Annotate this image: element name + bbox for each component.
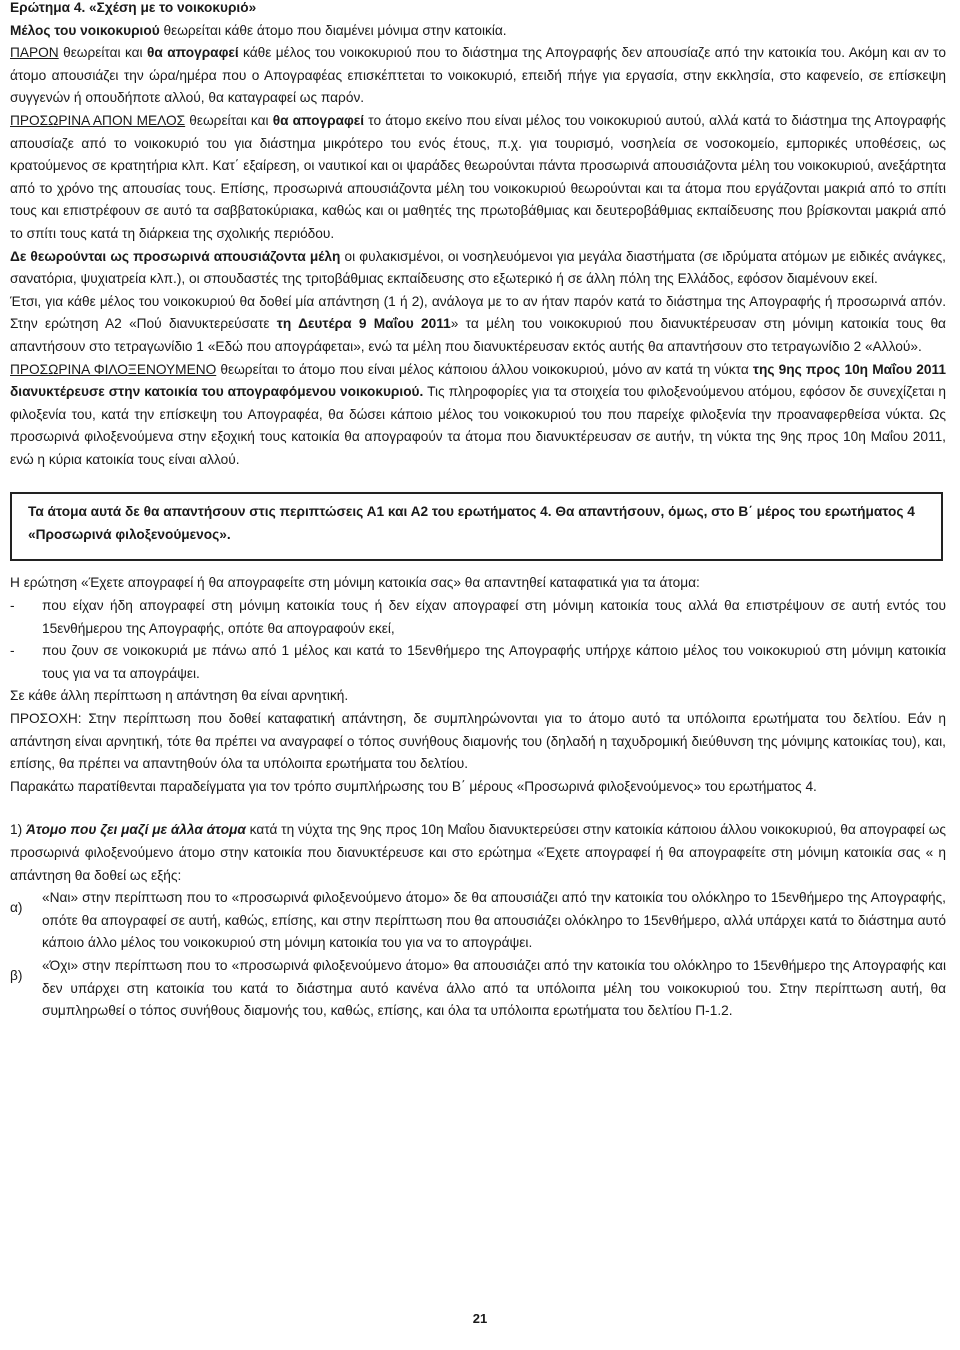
temp-absent-bold: θα απογραφεί bbox=[272, 112, 365, 128]
term-temp-guest: ΠΡΟΣΩΡΙΝΑ ΦΙΛΟΞΕΝΟΥΜΕΝΟ bbox=[10, 361, 217, 377]
paragraph-examples-intro: Παρακάτω παρατίθενται παραδείγματα για τον τρόπο συμπλήρωσης του Β΄ μέρους «Προσωρινά φιλοξενούμενος» του ερωτήματος 4. bbox=[10, 778, 817, 794]
example-bold: Άτομο που ζει μαζί με άλλα άτομα bbox=[25, 822, 246, 838]
paragraph-temp-absent bbox=[10, 110, 946, 246]
answer-rule-bold: τη Δευτέρα 9 Μαΐου 2011 bbox=[276, 316, 451, 332]
term-member: Μέλος του νοικοκυριού bbox=[10, 22, 160, 38]
paragraph-negative: Σε κάθε άλλη περίπτωση η απάντηση θα είναι αρνητική. bbox=[10, 688, 349, 704]
list-item bbox=[10, 887, 946, 955]
example-number: 1) bbox=[10, 822, 26, 838]
answer-rule-text-2: » τα μέλη του νοικοκυριού που διανυκτέρευσαν στη μόνιμη κατοικία τους θα απαντήσουν στο τετραγωνίδιο 1 «Εδώ που απογράφεται», ενώ τα μέλη που διανυκτέρευσαν εκτός αυτής θα απαντήσουν στο τετραγωνίδιο 2 «Αλλού». bbox=[10, 316, 946, 354]
present-text-2: κάθε μέλος του νοικοκυριού που το διάστημα της Απογραφής δεν απουσίαζε από την κατοικία του. Ακόμη και αν το άτομο απουσιάζει την ώρα/ημέρα που ο Απογραφέας επισκέπτεται το νοικοκυριό, επειδή πήγε για εργασία, στην εκκλησία, στο καφενείο, σε επίσκεψη συγγενών ή οπουδήποτε αλλού, θα καταγραφεί ως παρόν. bbox=[10, 45, 947, 106]
list-item bbox=[10, 640, 946, 685]
dash-marker: - bbox=[10, 643, 15, 659]
list-item-text: που είχαν ήδη απογραφεί στη μόνιμη κατοικία τους ή δεν είχαν απογραφεί στη μόνιμη κατοικία τους αλλά θα επιστρέψουν σε αυτή εντός του 15ενθήμερου της Απογραφής, οπότε θα απογραφούν εκεί, bbox=[42, 598, 946, 636]
paragraph-member bbox=[10, 20, 946, 43]
temp-absent-text-1: θεωρείται και bbox=[185, 112, 273, 128]
temp-guest-bold: της 9ης προς 10η Μαΐου 2011 διανυκτέρευσε στην κατοικία του απογραφόμενου νοικοκυριού. bbox=[10, 361, 946, 400]
paragraph-answer-rule bbox=[10, 291, 946, 359]
list-marker: β) bbox=[10, 967, 23, 983]
paragraph-present bbox=[10, 42, 946, 110]
paragraph-attention: ΠΡΟΣΟΧΗ: Στην περίπτωση που δοθεί καταφατική απάντηση, δε συμπληρώνονται για το άτομο αυτό τα υπόλοιπα ερωτήματα του δελτίου. Εάν η απάντηση είναι αρνητική, τότε θα πρέπει να αναγραφεί ο τόπος συνήθους διαμονής του (δηλαδή η ταχυδρομική διεύθυνση της μόνιμης κατοικίας του), και, επίσης, θα πρέπει να απαντηθούν όλα τα υπόλοιπα ερωτήματα του δελτίου. bbox=[10, 711, 946, 772]
list-item-text: «Ναι» στην περίπτωση που το «προσωρινά φιλοξενούμενο άτομο» δε θα απουσιάζει από την κατοικία του ολόκληρο το 15ενθήμερο της Απογραφής, οπότε θα απογραφεί σε αυτή, καθώς, επίσης, και στην περίπτωση που θα απουσιάζει ολόκληρο το 15ενθήμερο, αλλά υπάρχει κατά το διάστημα αυτό κάποιο άλλο μέλος του νοικοκυριού στη μόνιμη κατοικία του για να το απογράψει. bbox=[42, 890, 946, 951]
list-item-text: «Όχι» στην περίπτωση που το «προσωρινά φιλοξενούμενο άτομο» θα απουσιάζει από την κατοικία του ολόκληρο το 15ενθήμερο της Απογραφής και δεν υπάρχει στη κατοικία του κατά το διάστημα αυτό κανένα άλλο από τα υπόλοιπα μέλη του νοικοκυριού του. Στην περίπτωση αυτή, θα συμπληρωθεί ο τόπος συνήθους διαμονής του, καθώς, επίσης, και όλα τα υπόλοιπα ερωτήματα του δελτίου Π-1.2. bbox=[42, 957, 946, 1019]
example-1 bbox=[10, 819, 946, 887]
question-intro: Η ερώτηση «Έχετε απογραφεί ή θα απογραφείτε στη μόνιμη κατοικία σας» θα απαντηθεί καταφατικά για τα άτομα: bbox=[10, 575, 700, 591]
term-temp-absent: ΠΡΟΣΩΡΙΝΑ ΑΠΟΝ ΜΕΛΟΣ bbox=[10, 112, 186, 128]
section-title: Ερώτημα 4. «Σχέση με το νοικοκυριό» bbox=[10, 0, 257, 15]
answer-rule-text-1: Έτσι, για κάθε μέλος του νοικοκυριού θα δοθεί μία απάντηση (1 ή 2), ανάλογα με το αν ήταν παρόν κατά το διάστημα της Απογραφής ή προσωρινά απόν. Στην ερώτηση Α2 «Πού διανυκτερεύσατε bbox=[10, 293, 946, 332]
notice-box: Τα άτομα αυτά δε θα απαντήσουν στις περιπτώσεις Α1 και Α2 του ερωτήματος 4. Θα απαντήσουν, όμως, στο Β΄ μέρος του ερωτήματος 4 «Προσωρινά φιλοξενούμενος». bbox=[10, 492, 943, 561]
example-text: κατά τη νύχτα της 9ης προς 10η Μαΐου διανυκτερεύσει στην κατοικία κάποιου άλλου νοικοκυριού, θα απογραφεί ως προσωρινά φιλοξενούμενο άτομο στην κατοικία που διανυκτέρευσε και στο ερώτημα «Έχετε απογραφεί ή θα απογραφείτε στη μόνιμη κατοικία σας « η απάντηση θα δοθεί ως εξής: bbox=[10, 822, 946, 883]
list-item bbox=[10, 955, 946, 1023]
term-present: ΠΑΡΟΝ bbox=[10, 45, 59, 61]
paragraph-temp-guest bbox=[10, 359, 946, 472]
paragraph-not-absent bbox=[10, 246, 946, 291]
temp-guest-text-2: Τις πληροφορίες για τα στοιχεία του φιλοξενούμενου ατόμου, εφόσον δε συνεχίζεται η φιλοξενία του, κατά την επίσκεψη του Απογραφέα, θα δώσει κάποιο μέλος του νοικοκυριού του που παρείχε φιλοξενία την προαναφερθείσα νύκτα. Ως προσωρινά φιλοξενούμενα στην εξοχική τους κατοικία θα απογραφούν τα άτομα που διανυκτέρευσαν σε αυτήν, τη νύκτα της 9ης προς 10η Μαΐου 2011, ενώ η κύρια κατοικία τους είναι αλλού. bbox=[10, 384, 946, 467]
temp-absent-text-2: το άτομο εκείνο που είναι μέλος του νοικοκυριού αυτού, αλλά κατά το διάστημα της Απογραφής απουσίαζε από το νοικοκυριό του για διάστημα μικρότερο του ενός έτους, π.χ. για τουρισμό, νοσηλεία σε νοσοκομείο, εμπορικές υποθέσεις, ως κρατούμενος σε κρατητήρια κλπ. Κατ΄ εξαίρεση, οι ναυτικοί και οι ψαράδες θεωρούνται πάντα προσωρινά απουσιάζοντα μέλη του νοικοκυριού, ανεξάρτητα από το χρόνο της απουσίας τους. Επίσης, προσωρινά απουσιάζοντα μέλη του νοικοκυριού θεωρούνται και τα άτομα που εργάζονται μακριά από το σπίτι τους και επιστρέφουν σε αυτό τα σαββατοκύριακα, καθώς και οι μαθητές της πρωτοβάθμιας και δευτεροβάθμιας εκπαίδευσης που βρίσκονται μακριά από το σπίτι τους κατά τη διάρκεια της σχολικής περιόδου. bbox=[10, 112, 946, 241]
member-text: θεωρείται κάθε άτομο που διαμένει μόνιμα στην κατοικία. bbox=[159, 22, 507, 38]
present-text-1: θεωρείται και bbox=[58, 45, 147, 61]
temp-guest-text-1: θεωρείται το άτομο που είναι μέλος κάποιου άλλου νοικοκυριού, μόνο αν κατά τη νύκτα bbox=[216, 361, 753, 377]
not-absent-text: οι φυλακισμένοι, οι νοσηλευόμενοι για μεγάλα διαστήματα (σε ιδρύματα ατόμων με ειδικές ανάγκες, σανατόρια, ψυχιατρεία κλπ.), οι σπουδαστές της τριτοβάθμιας εκπαίδευσης στο εξωτερικό ή σε άλλη πόλη της Ελλάδος, εφόσον διαμένουν εκεί. bbox=[10, 248, 946, 287]
list-item-text: που ζουν σε νοικοκυριά με πάνω από 1 μέλος και κατά το 15ενθήμερο της Απογραφής υπήρχε κάποιο μέλος του νοικοκυριού στη μόνιμη κατοικία τους για να τα απογράψει. bbox=[42, 643, 946, 681]
page-number: 21 bbox=[472, 1311, 488, 1326]
list-item bbox=[10, 595, 946, 640]
present-bold: θα απογραφεί bbox=[147, 45, 239, 61]
not-absent-bold: Δε θεωρούνται ως προσωρινά απουσιάζοντα μέλη bbox=[10, 248, 341, 264]
list-marker: α) bbox=[10, 900, 23, 916]
dash-marker: - bbox=[10, 598, 15, 614]
